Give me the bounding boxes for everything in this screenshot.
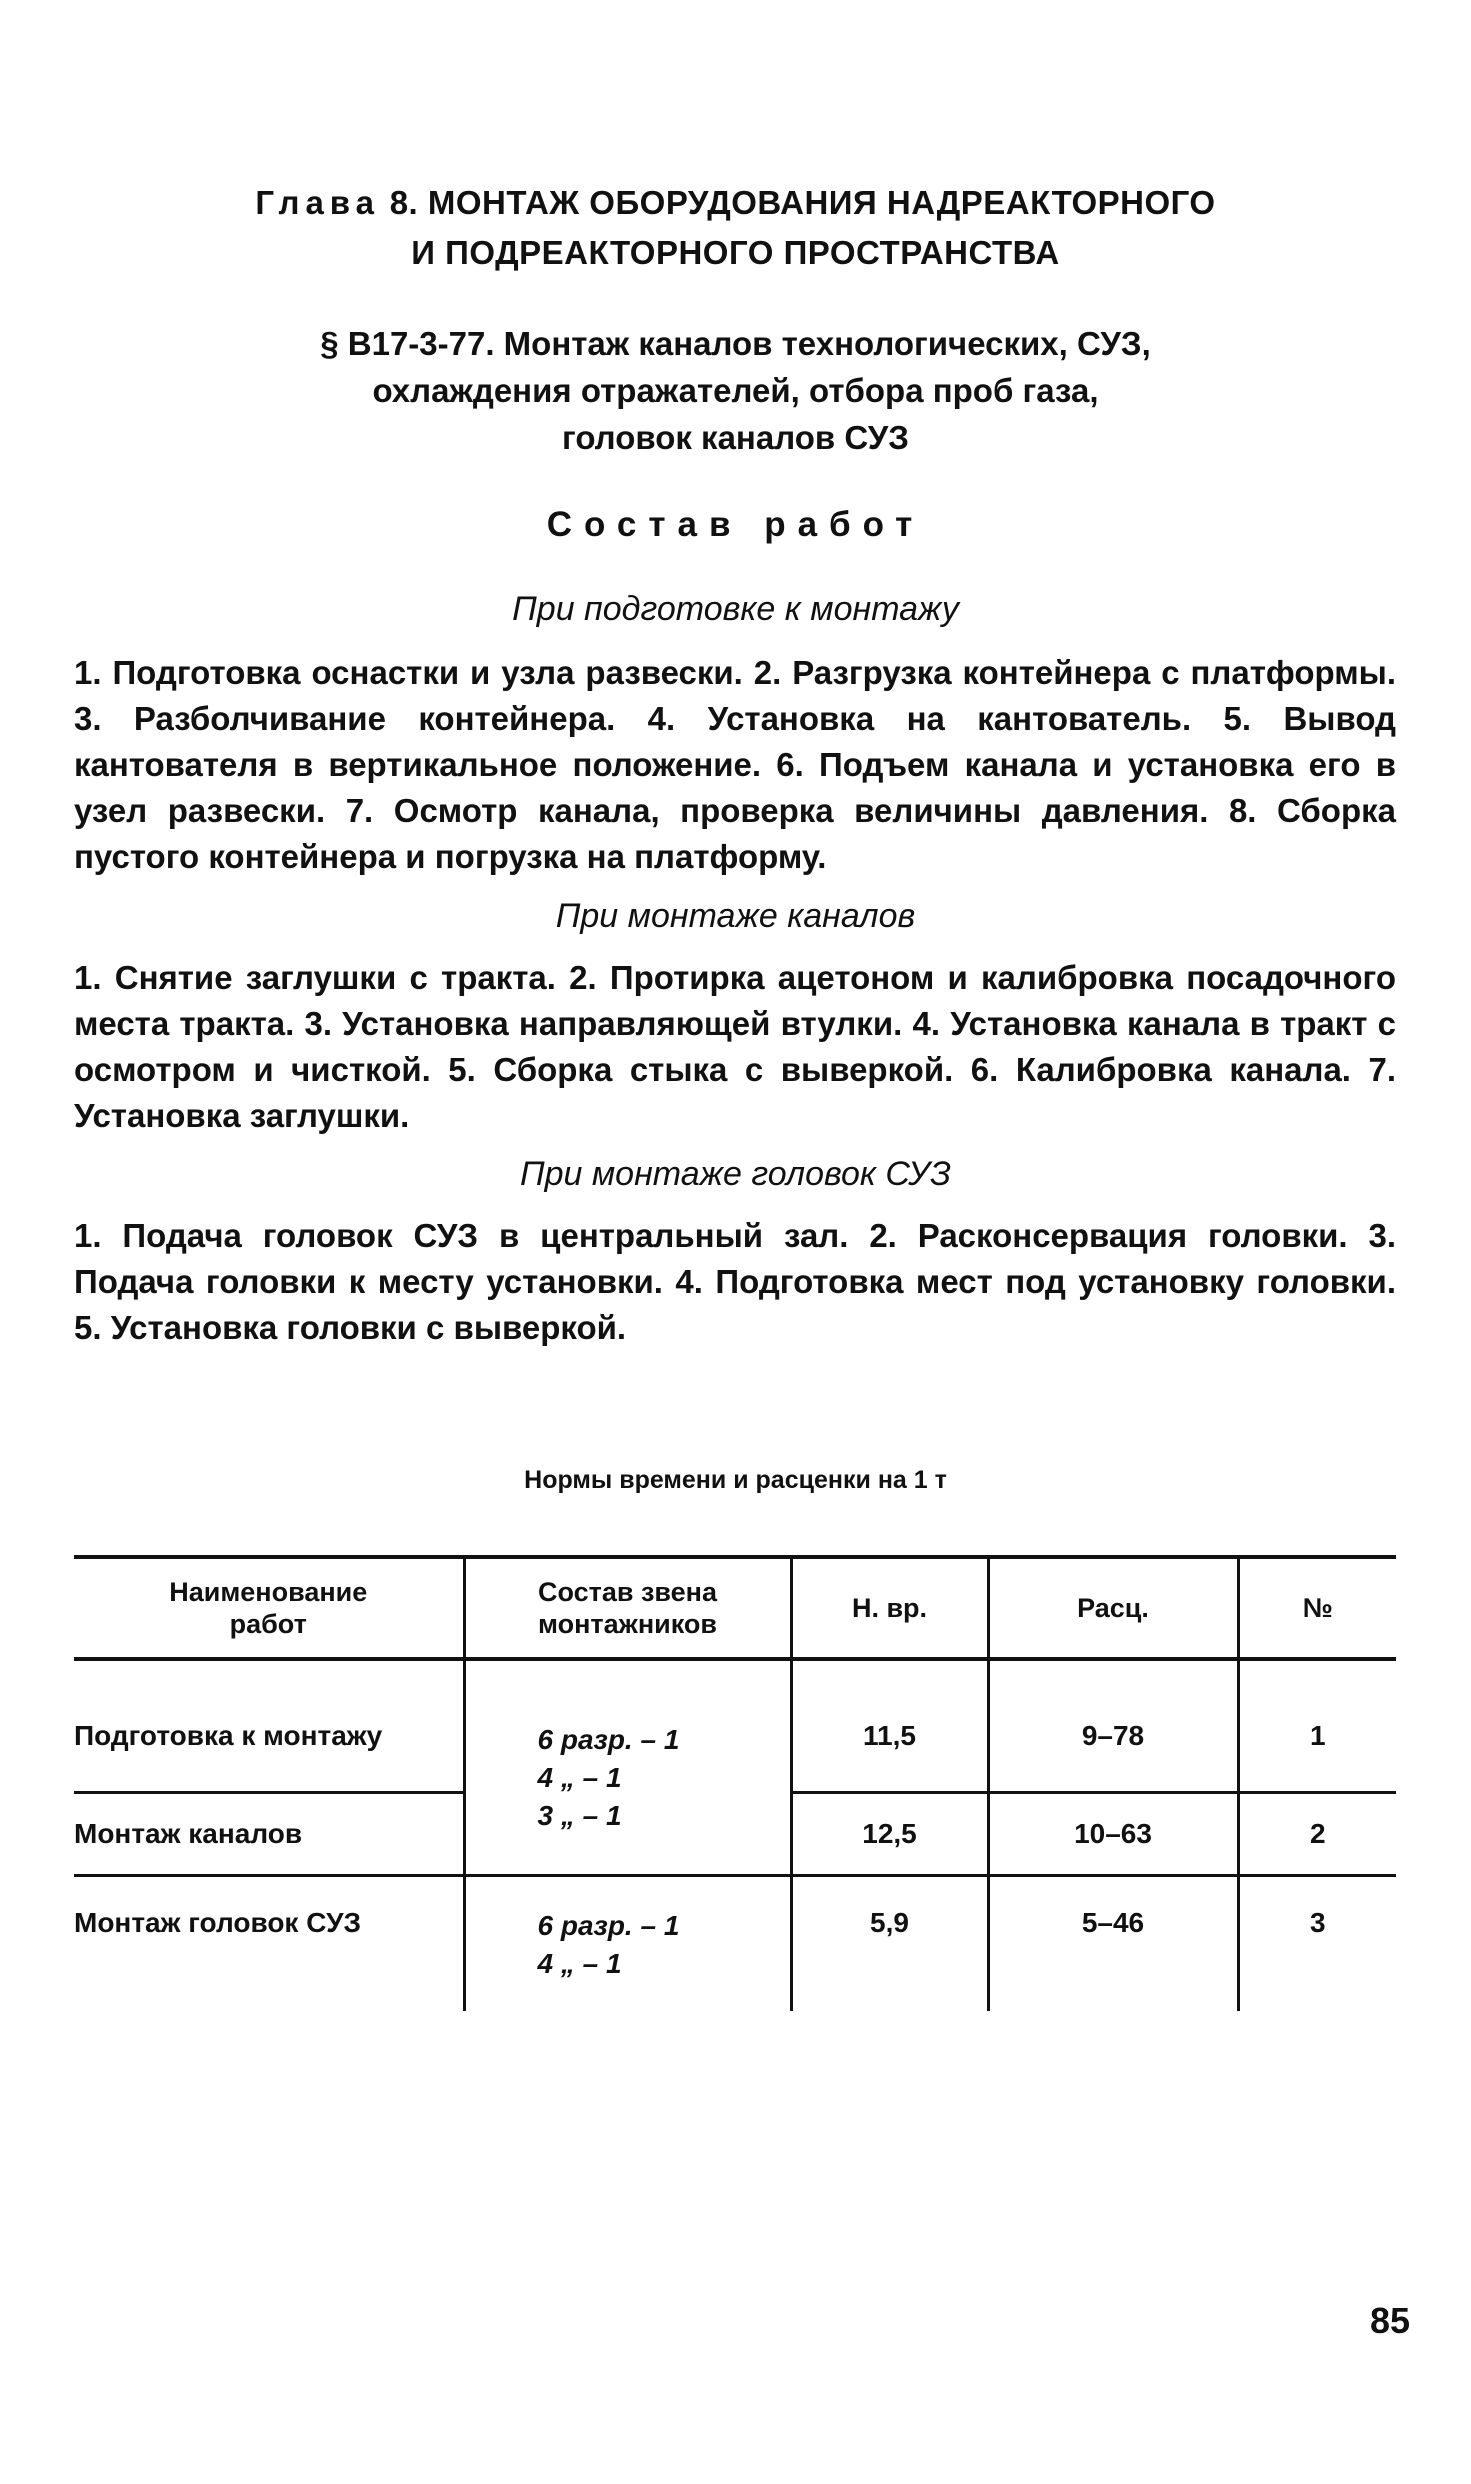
row-crew-group: 6 разр. – 1 4 „ – 1 3 „ – 1: [464, 1659, 791, 1876]
chapter-label: Глава: [255, 184, 381, 221]
chapter-title-line1: [150, 178, 1321, 228]
row-rate: 10–63: [988, 1793, 1238, 1876]
paragraph-preparation: 1. Подготовка оснастки и узла развески. 2. Разгрузка контейнера с платформы. 3. Разболчивание контейнера. 4. Установка на кантователь. 5. Вывод кантователя в вертикальное положение. 6. Подъем канала и установка его в узел развески. 7. Осмотр канала, проверка величины давления. 8. Сборка пустого контейнера и погрузка на платформу.: [74, 654, 1396, 875]
subsection-title-preparation: При подготовке к монтажу: [512, 590, 959, 628]
page-number: 85: [1369, 2300, 1410, 2341]
row-time-norm: 5,9: [791, 1876, 988, 2012]
section-title-line2: охлаждения отражателей, отбора проб газа,: [372, 372, 1099, 409]
section-heading: [150, 320, 1321, 461]
row-work-name: Монтаж головок СУЗ: [74, 1876, 464, 2012]
header-crew: Состав звена монтажников: [464, 1557, 791, 1659]
paragraph-channels: 1. Снятие заглушки с тракта. 2. Протирка ацетоном и калибровка посадочного места тракта. 3. Установка направляющей втулки. 4. Установка канала в тракт с осмотром и чисткой. 5. Сборка стыка с выверкой. 6. Калибровка канала. 7. Установка заглушки.: [74, 959, 1396, 1134]
row-number: 1: [1238, 1659, 1396, 1793]
row-work-name: Монтаж каналов: [74, 1793, 464, 1876]
chapter-title-text: 8. МОНТАЖ ОБОРУДОВАНИЯ НАДРЕАКТОРНОГО: [389, 184, 1216, 221]
table-title: Нормы времени и расценки на 1 т: [524, 1466, 947, 1494]
table-header-row: [74, 1557, 1396, 1659]
header-rate: Расц.: [988, 1557, 1238, 1659]
row-time-norm: 12,5: [791, 1793, 988, 1876]
subsection-title-channels: При монтаже каналов: [555, 897, 916, 935]
norms-table: [74, 1555, 1396, 2011]
row-number: 3: [1238, 1876, 1396, 2012]
row-time-norm: 11,5: [791, 1659, 988, 1793]
composition-heading: Состав работ: [546, 505, 925, 544]
table-row: [74, 1876, 1396, 2012]
row-crew-group: 6 разр. – 1 4 „ – 1: [464, 1876, 791, 2012]
paragraph-heads: 1. Подача головок СУЗ в центральный зал. 2. Расконсервация головки. 3. Подача головки к месту установки. 4. Подготовка мест под установку головки. 5. Установка головки с выверкой.: [74, 1217, 1396, 1346]
row-rate: 5–46: [988, 1876, 1238, 2012]
chapter-title-line2: И ПОДРЕАКТОРНОГО ПРОСТРАНСТВА: [411, 234, 1060, 271]
section-title-line1: § В17-3-77. Монтаж каналов технологических, СУЗ,: [320, 325, 1151, 362]
chapter-heading: [150, 178, 1321, 278]
table-row: [74, 1659, 1396, 1793]
header-time-norm: Н. вр.: [791, 1557, 988, 1659]
row-work-name: Подготовка к монтажу: [74, 1720, 383, 1751]
row-number: 2: [1238, 1793, 1396, 1876]
header-work-name: Наименование работ: [74, 1557, 464, 1659]
row-rate: 9–78: [988, 1659, 1238, 1793]
subsection-title-heads: При монтаже головок СУЗ: [519, 1155, 952, 1193]
section-title-line3: головок каналов СУЗ: [562, 419, 909, 456]
header-number: №: [1238, 1557, 1396, 1659]
